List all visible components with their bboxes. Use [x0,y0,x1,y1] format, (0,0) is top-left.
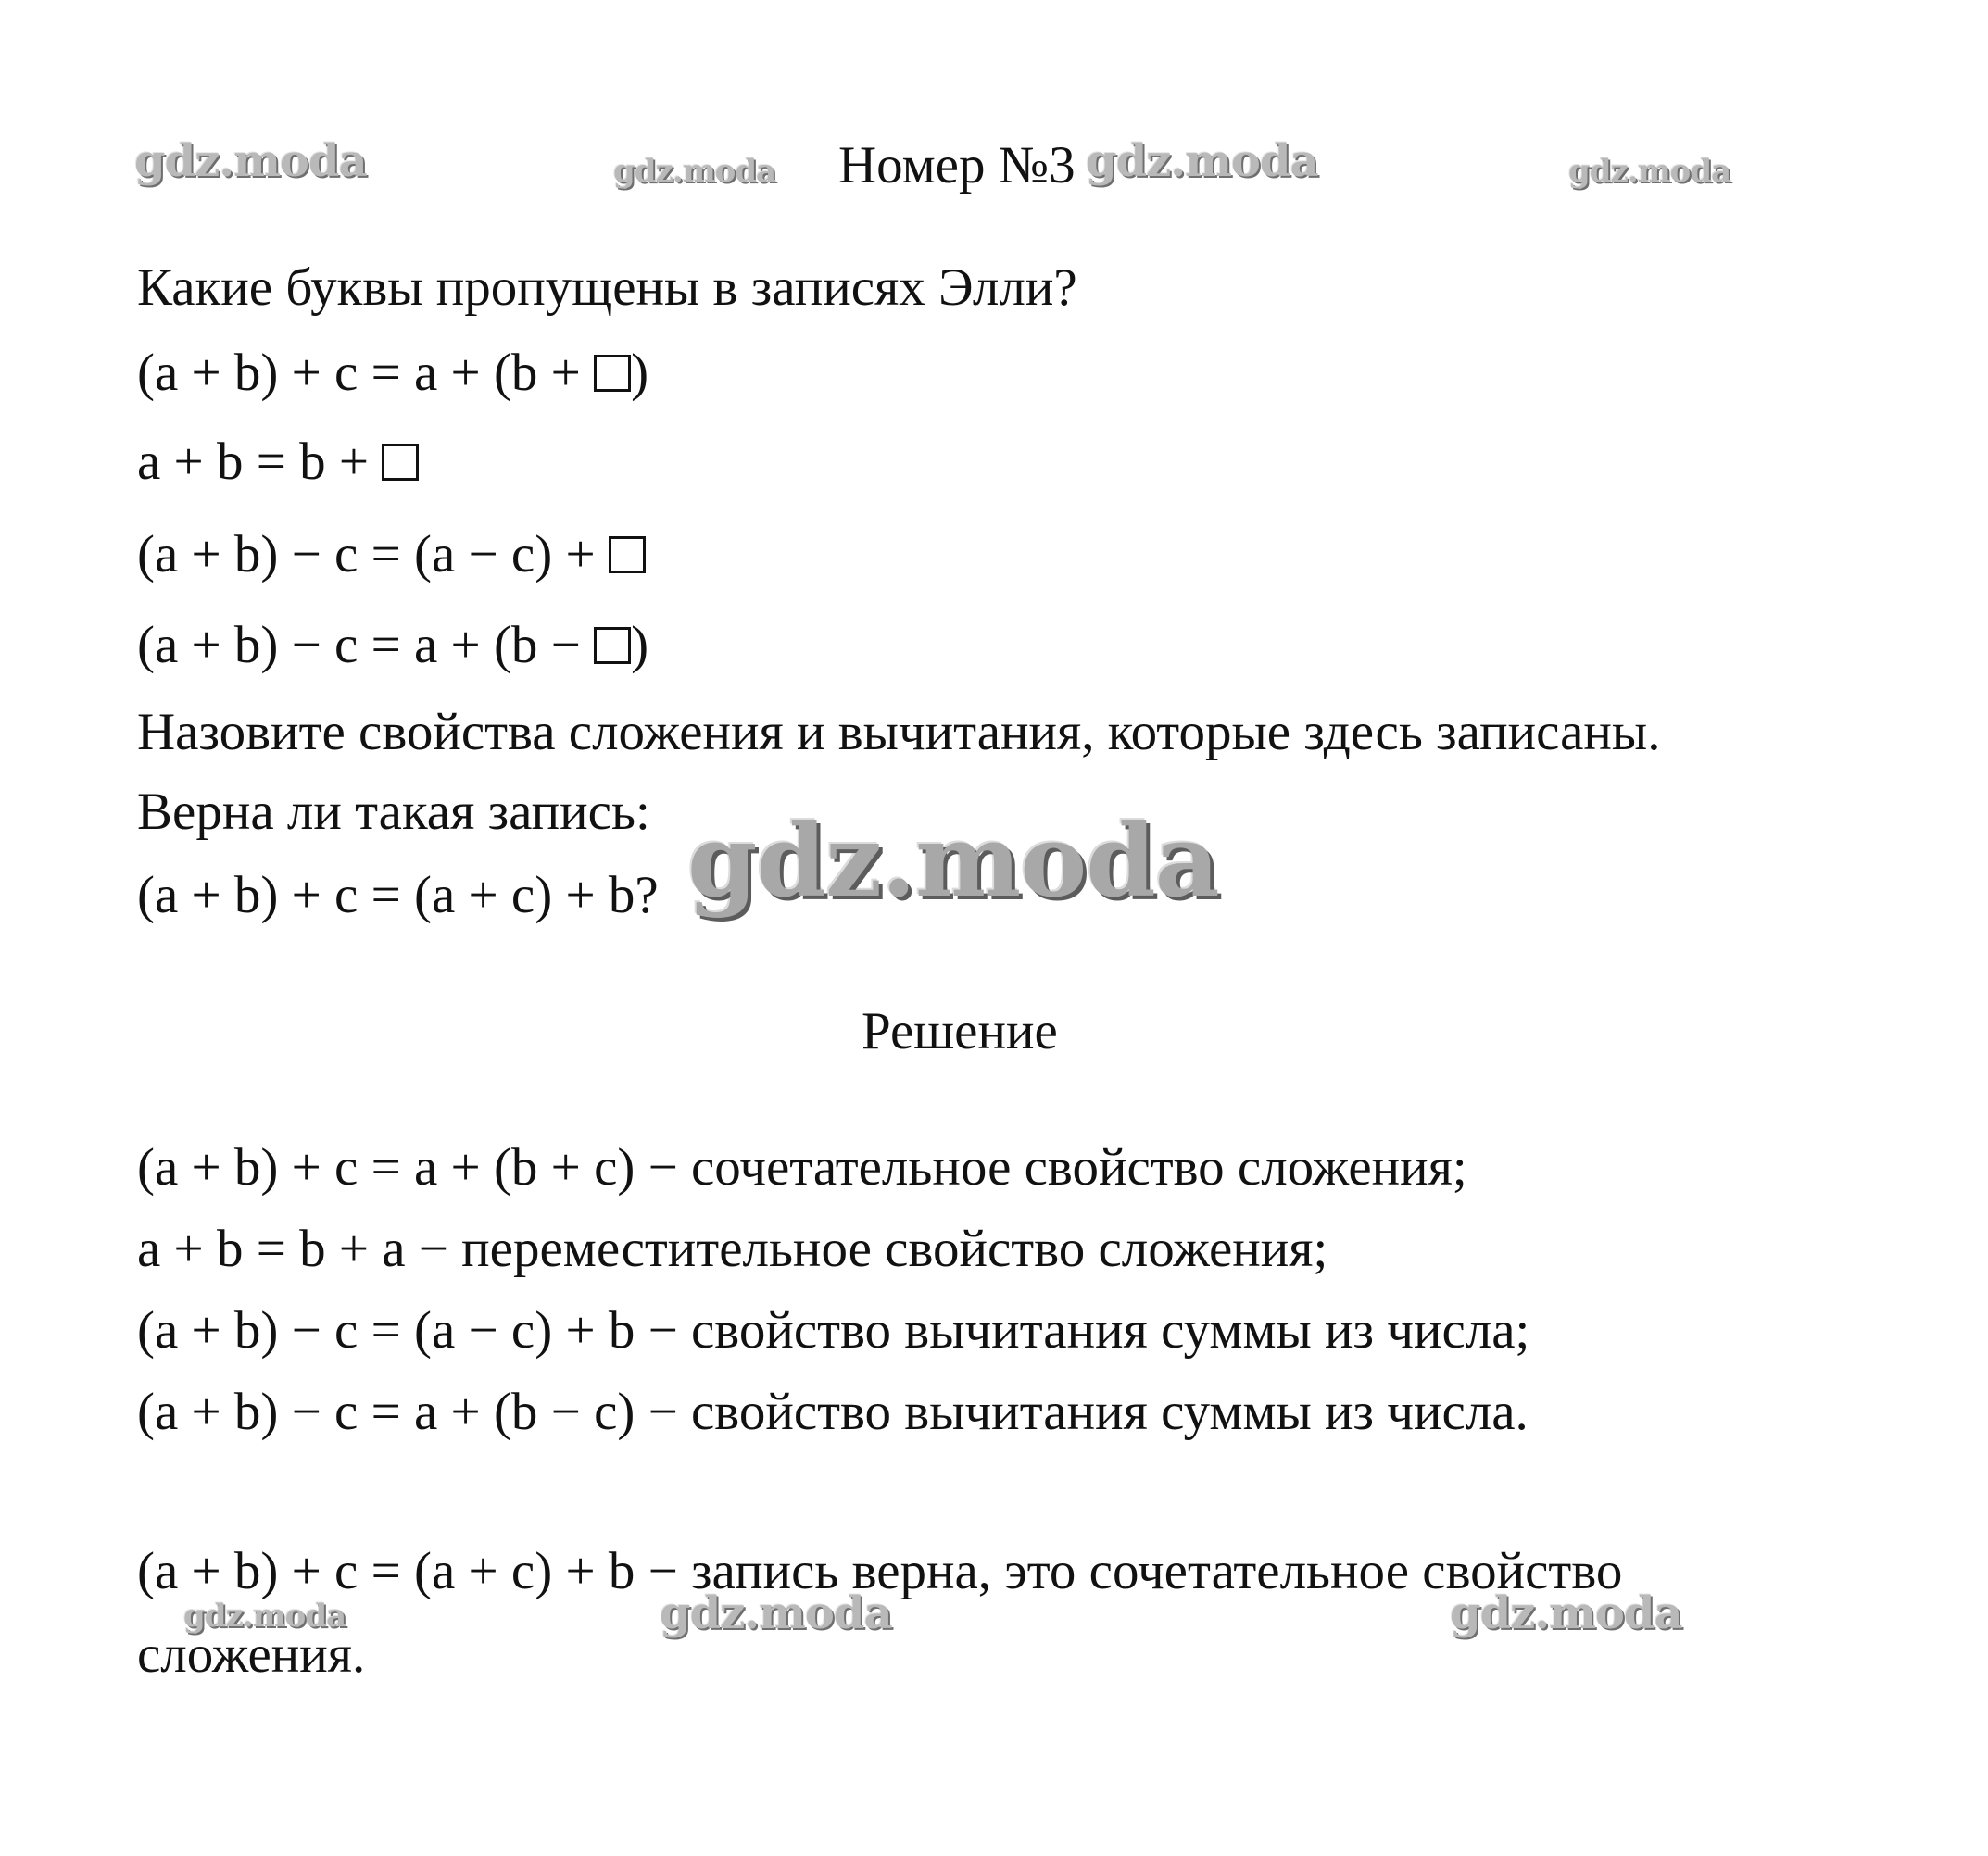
solution-conclusion-line-1: (a + b) + c = (a + c) + b − запись верна, это сочетательное свойство [137,1542,1623,1600]
solution-conclusion-line-2: сложения. [137,1625,366,1684]
solution-line-1: (a + b) + c = a + (b + c) − сочетательное свойство сложения; [137,1138,1467,1197]
task-question: Какие буквы пропущены в записях Элли? [137,258,1077,317]
blank-box-icon [594,355,631,392]
task-formula-2: a + b = b + [137,435,419,488]
watermark-logo: gdz.moda [1568,153,1731,190]
watermark-logo: gdz.moda [1450,1587,1682,1639]
watermark-logo-large: gdz.moda [687,803,1219,920]
solution-line-2: a + b = b + a − переместительное свойство сложения; [137,1220,1328,1278]
task-formula-1: (a + b) + c = a + (b + ) [137,344,649,402]
task-formula-4: (a + b) − c = a + (b − ) [137,616,649,674]
watermark-logo: gdz.moda [1086,135,1318,187]
task-formula-3: (a + b) − c = (a − c) + [137,528,646,581]
solution-line-4: (a + b) − c = a + (b − c) − свойство вычитания суммы из числа. [137,1383,1529,1441]
watermark-logo: gdz.moda [183,1598,346,1635]
blank-box-icon [382,444,419,481]
task-prompt: Назовите свойства сложения и вычитания, которые здесь записаны. [137,703,1661,761]
solution-line-3: (a + b) − c = (a − c) + b − свойство вычитания суммы из числа; [137,1301,1530,1360]
blank-box-icon [609,536,646,573]
watermark-logo: gdz.moda [134,135,367,187]
watermark-logo: gdz.moda [660,1587,892,1639]
task-check-question: Верна ли такая запись: [137,783,650,841]
page-title: Номер №3 [838,136,1076,194]
solution-heading: Решение [862,1002,1058,1060]
blank-box-icon [594,627,631,664]
watermark-logo: gdz.moda [613,153,776,190]
task-check-formula: (a + b) + c = (a + c) + b? [137,866,659,924]
